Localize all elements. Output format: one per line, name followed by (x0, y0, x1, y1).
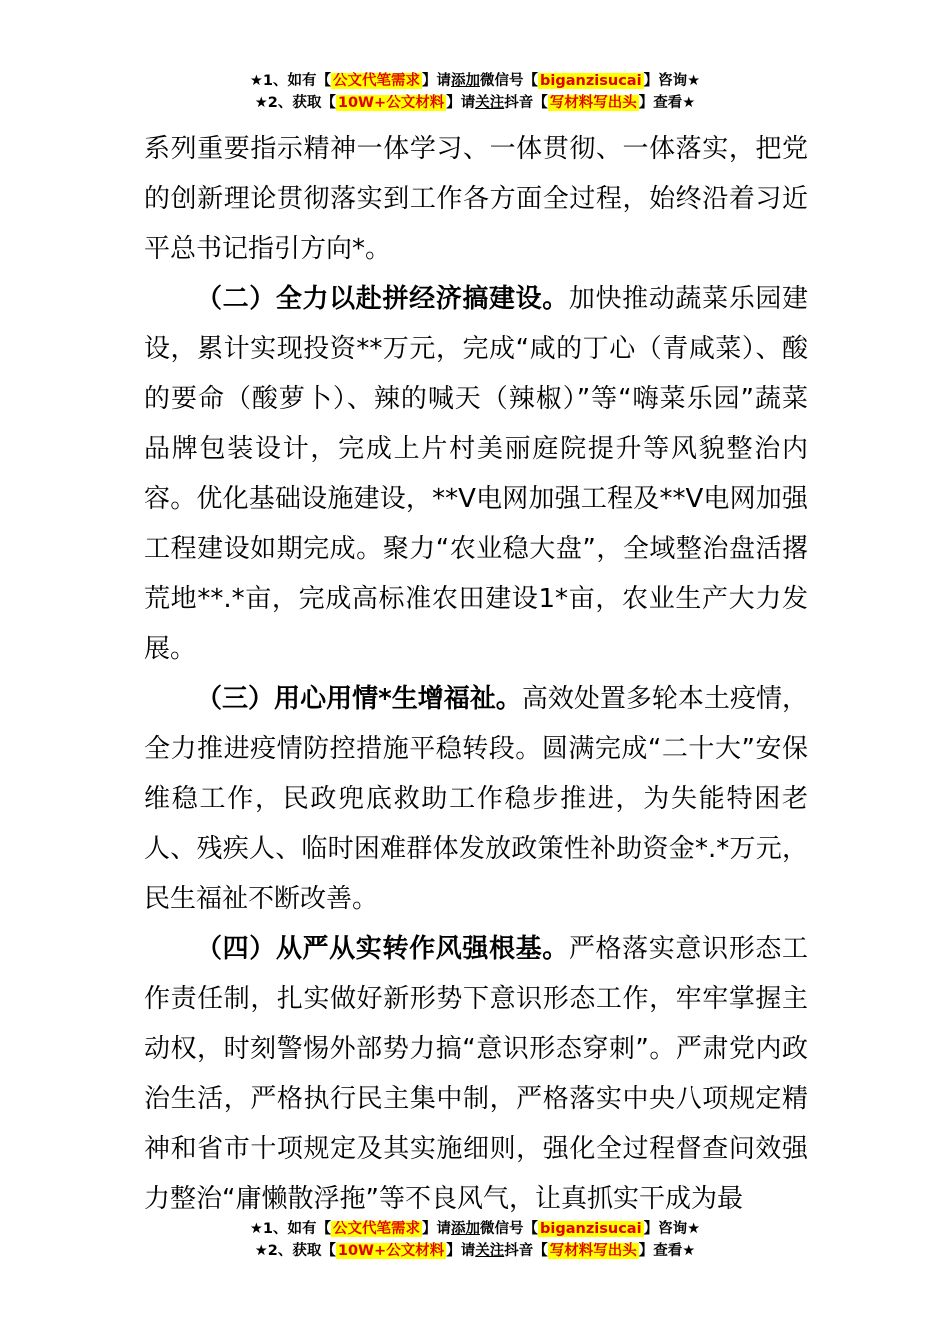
banner-highlight: 10W+公文材料 (337, 95, 445, 111)
banner-line-1 (0, 70, 950, 92)
banner-text: 抖音【 (504, 95, 548, 111)
banner-text: 微信号【 (480, 73, 539, 89)
footer-banner (0, 1218, 950, 1262)
section-heading-4: （四）从严从实转作风强根基。 (196, 934, 569, 964)
document-body (144, 124, 808, 1224)
banner-text: 】请 (446, 1243, 476, 1259)
banner-text: 抖音【 (504, 1243, 548, 1259)
banner-underlined-text: 关注 (475, 95, 505, 111)
banner-text: ★2、获取【 (254, 95, 336, 111)
banner-text: 】请 (422, 73, 452, 89)
banner-text: 】请 (422, 1221, 452, 1237)
banner-highlight: 写材料写出头 (549, 95, 637, 111)
banner-highlight: 公文代笔需求 (333, 73, 421, 89)
banner-underlined-text: 关注 (475, 1243, 505, 1259)
header-banner (0, 70, 950, 114)
banner-text: ★2、获取【 (254, 1243, 336, 1259)
banner-highlight: biganzisucai (540, 73, 642, 89)
banner-underlined-text: 添加 (451, 1221, 481, 1237)
banner-text: 】咨询★ (643, 73, 701, 89)
banner-text: 】咨询★ (643, 1221, 701, 1237)
paragraph-conduct (144, 924, 808, 1224)
banner-line-1 (0, 1218, 950, 1240)
banner-text: 微信号【 (480, 1221, 539, 1237)
paragraph-text: 严格落实意识形态工作责任制，扎实做好新形势下意识形态工作，牢牢掌握主动权，时刻警惕外部势力搞“意识形态穿刺”。严肃党内政治生活，严格执行民主集中制，严格落实中央八项规定精神和省市十项规定及其实施细则，强化全过程督查问效强力整治“庸懒散浮拖”等不良风气，让真抓实干成为最 (144, 934, 808, 1214)
banner-highlight: biganzisucai (540, 1221, 642, 1237)
banner-line-2 (0, 1240, 950, 1262)
banner-text: 】查看★ (638, 1243, 696, 1259)
section-heading-2: （二）全力以赴拼经济搞建设。 (196, 284, 569, 314)
paragraph-economy (144, 274, 808, 674)
section-heading-3: （三）用心用情*生增福祉。 (196, 684, 522, 714)
banner-text: 】请 (446, 95, 476, 111)
paragraph-welfare (144, 674, 808, 924)
banner-highlight: 10W+公文材料 (337, 1243, 445, 1259)
paragraph-text: 高效处置多轮本土疫情，全力推进疫情防控措施平稳转段。圆满完成“二十大”安保维稳工作，民政兜底救助工作稳步推进，为失能特困老人、残疾人、临时困难群体发放政策性补助资金*.*万元，民生福祉不断改善。 (144, 684, 808, 914)
banner-line-2 (0, 92, 950, 114)
paragraph-text: 加快推动蔬菜乐园建设，累计实现投资**万元，完成“咸的丁心（青咸菜）、酸的要命（酸萝卜）、辣的喊天（辣椒）”等“嗨菜乐园”蔬菜品牌包装设计，完成上片村美丽庭院提升等风貌整治内容。优化基础设施建设，**V电网加强工程及**V电网加强工程建设如期完成。聚力“农业稳大盘”，全域整治盘活撂荒地**.*亩，完成高标准农田建设1*亩，农业生产大力发展。 (144, 284, 808, 664)
paragraph-continued: 系列重要指示精神一体学习、一体贯彻、一体落实，把党的创新理论贯彻落实到工作各方面全过程，始终沿着习近平总书记指引方向*。 (144, 134, 808, 264)
banner-text: 】查看★ (638, 95, 696, 111)
banner-highlight: 公文代笔需求 (333, 1221, 421, 1237)
banner-text: ★1、如有【 (249, 1221, 332, 1237)
banner-highlight: 写材料写出头 (549, 1243, 637, 1259)
banner-underlined-text: 添加 (451, 73, 481, 89)
banner-text: ★1、如有【 (249, 73, 332, 89)
